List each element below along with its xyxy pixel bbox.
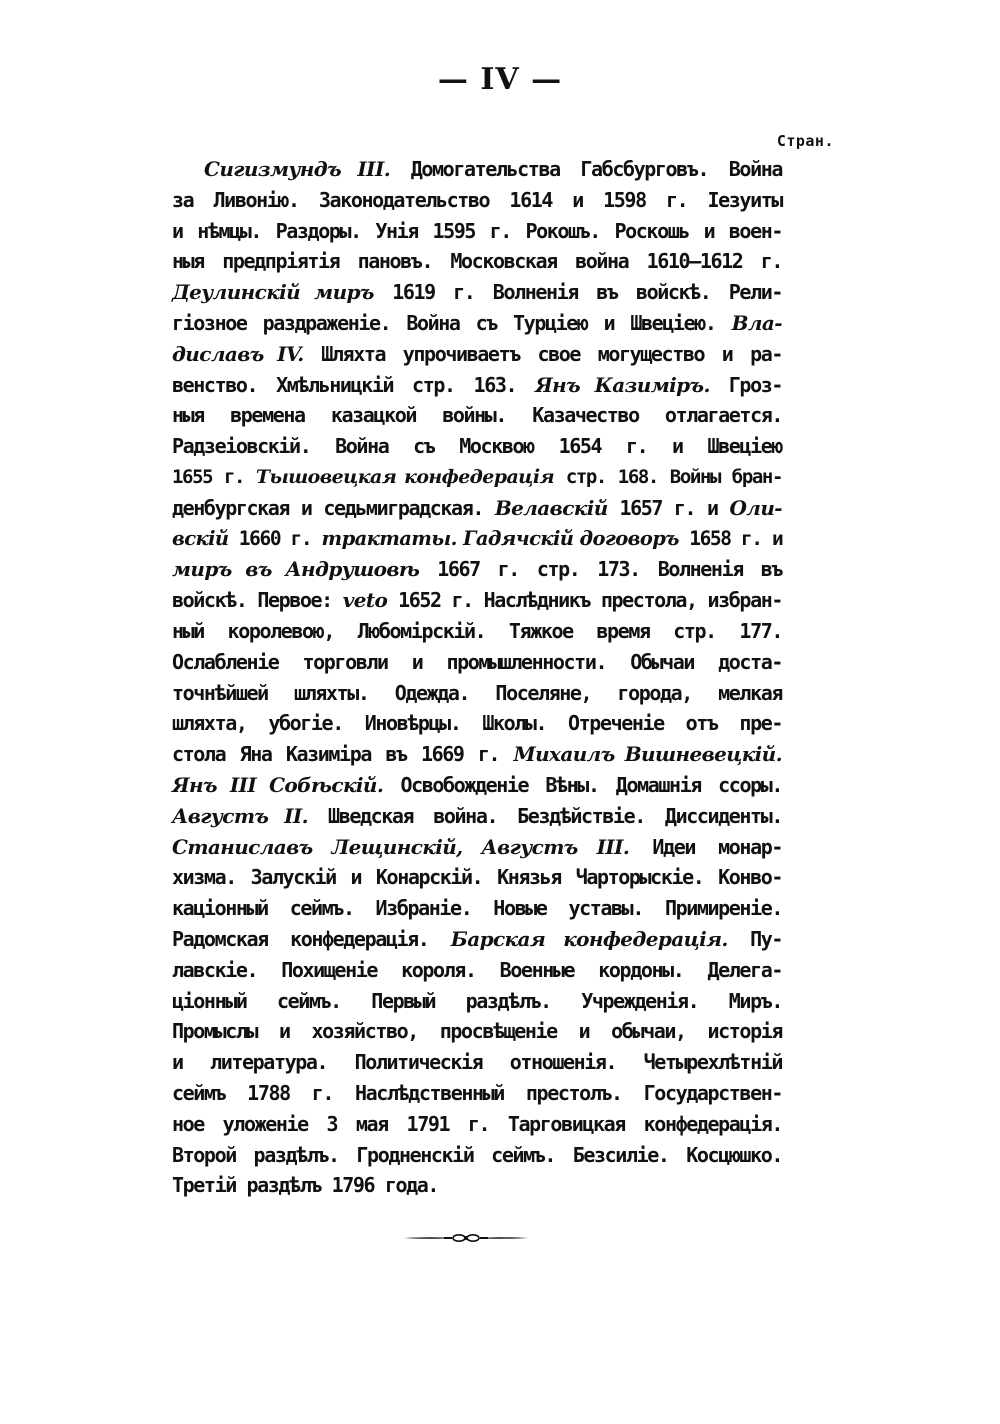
text-segment: ное уложеніе 3 мая 1791 г. Тарговицкая конфедерація. (172, 1111, 782, 1136)
text-line (172, 1078, 782, 1109)
italic-name-segment: Янъ III Собѣскій. (172, 772, 384, 797)
text-segment: Пу- (727, 926, 782, 951)
text-line (172, 216, 782, 247)
text-segment: ціонный сеймъ. Первый раздѣлъ. Учрежденія. Миръ. (172, 988, 782, 1013)
contents-paragraph (172, 154, 782, 1201)
text-line (172, 585, 782, 616)
text-segment: войскѣ. Первое: (172, 588, 343, 613)
text-segment: Шляхта упрочиваетъ свое могущество и ра- (303, 341, 782, 366)
italic-name-segment: veto (342, 588, 388, 613)
italic-name-segment: Янъ Казиміръ. (535, 372, 710, 397)
text-segment: Промыслы и хозяйство, просвѣщеніе и обычаи, исторія (172, 1019, 782, 1044)
text-segment: Домогательства Габсбурговъ. Война (390, 157, 782, 181)
text-segment: стола Яна Казиміра въ 1669 г. (172, 742, 514, 767)
text-line (172, 862, 782, 893)
text-segment: ныя времена казацкой войны. Казачество отлагается. (172, 403, 782, 428)
text-segment: 1619 г. Волненія въ войскѣ. Рели- (373, 280, 782, 305)
text-segment: 1658 г. и (678, 526, 783, 550)
text-segment: Ослабленіе торговли и промышленности. Обычаи доста- (172, 649, 782, 674)
text-line (172, 431, 782, 462)
text-segment: хизма. Залускій и Конарскій. Князья Чарторыскіе. Конво- (172, 865, 782, 890)
text-line (172, 154, 782, 185)
italic-name-segment: трактаты. Гадячскій договоръ (321, 526, 679, 550)
text-segment: ныя предпріятія пановъ. Московская война 1610—1612 г. (172, 249, 782, 274)
text-line (172, 832, 782, 863)
page-number-header: — IV — (437, 62, 563, 97)
text-segment: венство. Хмѣльницкій стр. 163. (172, 372, 536, 397)
text-line (172, 1170, 782, 1201)
text-line (172, 924, 782, 955)
italic-name-segment: Михаилъ Вишневецкій. (513, 742, 782, 767)
italic-name-segment: вскій (172, 526, 229, 550)
italic-name-segment: миръ въ Андрушовѣ (172, 557, 420, 582)
text-line (172, 493, 782, 524)
text-segment: и литература. Политическія отношенія. Четырехлѣтній (172, 1050, 782, 1075)
text-line (172, 801, 782, 832)
text-line (172, 739, 782, 770)
text-line (172, 893, 782, 924)
text-line (172, 277, 782, 308)
text-segment: сеймъ 1788 г. Наслѣдственный престолъ. Государствен- (172, 1080, 782, 1105)
text-line (172, 770, 782, 801)
text-segment: Гроз- (709, 372, 782, 397)
italic-name-segment: Барская конфедерація. (450, 926, 728, 951)
text-segment: Идеи монар- (629, 834, 782, 859)
text-line (172, 955, 782, 986)
text-segment: Шведская война. Бездѣйствіе. Диссиденты. (307, 803, 782, 828)
text-line (172, 339, 782, 370)
text-line (172, 678, 782, 709)
italic-name-segment: Августъ II. (172, 803, 308, 828)
text-line (172, 1016, 782, 1047)
italic-name-segment: Вла- (731, 310, 782, 335)
text-line (172, 1109, 782, 1140)
italic-name-segment: Станиславъ Лещинскій, Августъ III. (172, 834, 630, 859)
text-segment: Третій раздѣлъ 1796 года. (172, 1173, 439, 1198)
text-line (172, 554, 782, 585)
text-line (172, 400, 782, 431)
text-line (172, 708, 782, 739)
text-line (172, 185, 782, 216)
text-segment: гіозное раздраженіе. Война съ Турціею и Швеціею. (172, 310, 732, 335)
italic-name-segment: Деулинскій миръ (172, 280, 374, 305)
text-line (172, 462, 782, 493)
text-segment: Радзеіовскій. Война съ Москвою 1654 г. и Швеціею (172, 434, 782, 459)
text-segment: Освобожденіе Вѣны. Домашнія ссоры. (383, 772, 783, 797)
text-segment: денбургская и седьмиградская. (172, 495, 495, 520)
text-segment: 1652 г. Наслѣдникъ престола, избран- (387, 588, 782, 613)
text-segment: за Ливонію. Законодательство 1614 и 1598 г. Іезуиты (172, 187, 782, 212)
text-line (172, 1047, 782, 1078)
text-segment: точнѣйшей шляхты. Одежда. Поселяне, города, мелкая (172, 680, 782, 705)
italic-name-segment: диславъ IV. (172, 341, 304, 366)
text-segment: Второй раздѣлъ. Гродненскій сеймъ. Безсиліе. Косцюшко. (172, 1142, 782, 1167)
decorative-rule-ornament (404, 1232, 528, 1244)
text-line (172, 370, 782, 401)
text-line (172, 1140, 782, 1171)
text-segment: 1655 г. (172, 465, 256, 488)
text-segment: лавскіе. Похищеніе короля. Военные кордоны. Делега- (172, 957, 782, 982)
text-line (172, 246, 782, 277)
text-line (172, 616, 782, 647)
text-segment: стр. 168. Войны бран- (553, 465, 783, 488)
text-segment: шляхта, убогіе. Иновѣрцы. Школы. Отреченіе отъ пре- (172, 711, 782, 736)
italic-name-segment: Оли- (729, 495, 782, 520)
text-segment: ный королевою, Любомірскій. Тяжкое время стр. 177. (172, 618, 782, 643)
text-segment: Радомская конфедерація. (172, 926, 451, 951)
text-segment: каціонный сеймъ. Избраніе. Новые уставы. Примиреніе. (172, 896, 782, 921)
italic-name-segment: Велавскій (494, 495, 608, 520)
italic-name-segment: Сигизмундъ III. (204, 157, 391, 181)
text-segment: 1667 г. стр. 173. Волненія въ (419, 557, 783, 582)
text-line (172, 524, 782, 555)
page-column-label: Стран. (776, 132, 834, 150)
text-line (172, 647, 782, 678)
italic-name-segment: Тышовецкая конфедерація (255, 465, 554, 488)
text-segment: 1657 г. и (607, 495, 730, 520)
text-segment: и нѣмцы. Раздоры. Унія 1595 г. Рокошъ. Роскошь и воен- (172, 218, 782, 243)
text-line (172, 308, 782, 339)
text-segment: 1660 г. (228, 526, 322, 550)
text-line (172, 986, 782, 1017)
